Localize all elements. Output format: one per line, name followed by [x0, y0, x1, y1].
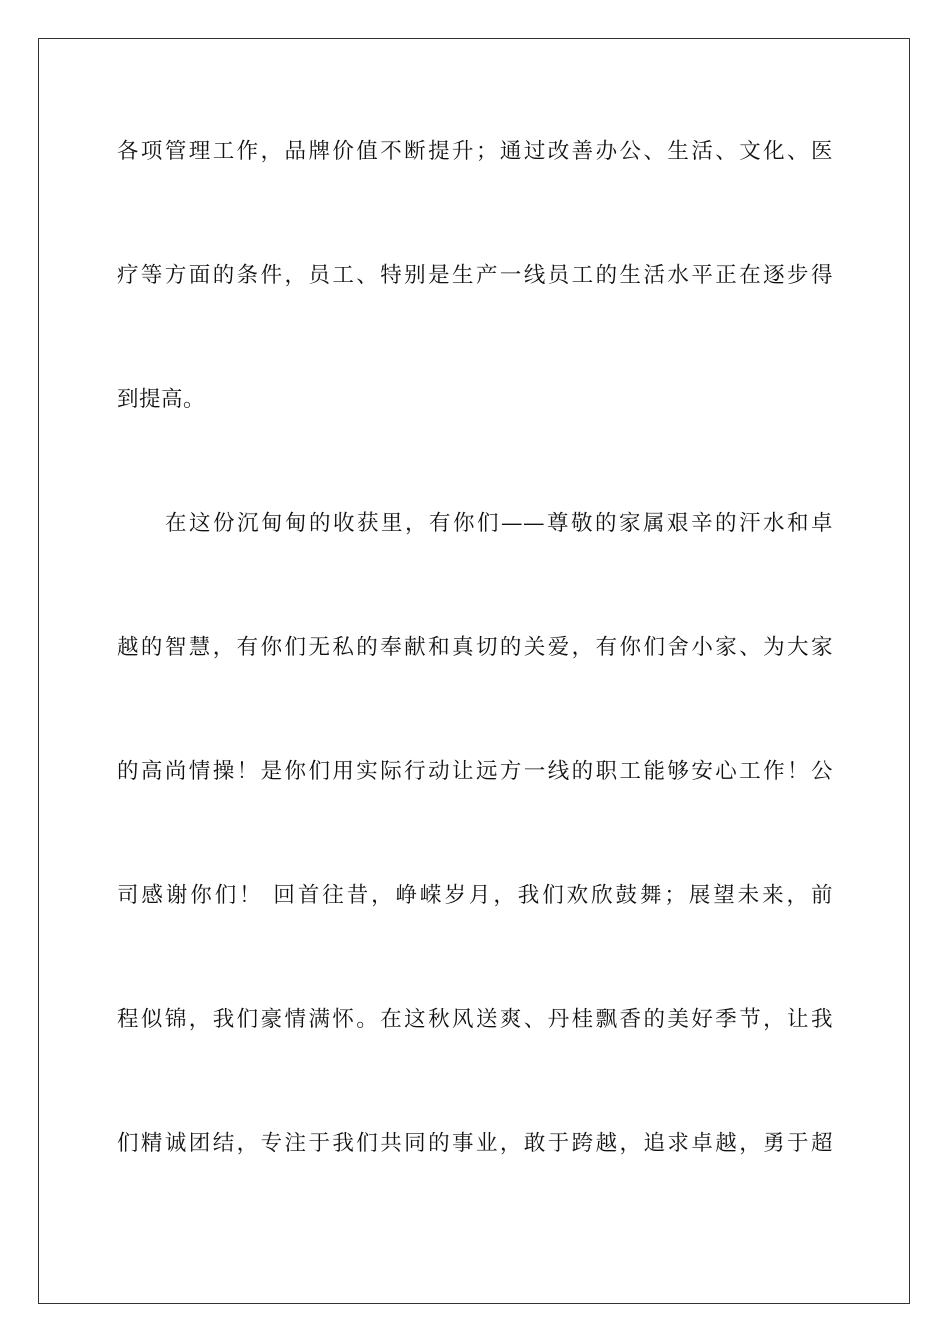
text-line: 司感谢你们！ 回首往昔，峥嵘岁月，我们欢欣鼓舞；展望未来，前: [117, 883, 833, 908]
text-line: 疗等方面的条件，员工、特别是生产一线员工的生活水平正在逐步得: [117, 263, 833, 288]
text-line: 到提高。: [117, 387, 206, 412]
text-line: 们精诚团结，专注于我们共同的事业，敢于跨越，追求卓越，勇于超: [117, 1131, 833, 1156]
text-line: 各项管理工作，品牌价值不断提升；通过改善办公、生活、文化、医: [117, 139, 833, 164]
text-line: 越的智慧，有你们无私的奉献和真切的关爱，有你们舍小家、为大家: [117, 635, 833, 660]
text-line: 程似锦，我们豪情满怀。在这秋风送爽、丹桂飘香的美好季节，让我: [117, 1007, 833, 1032]
text-line: 的高尚情操！是你们用实际行动让远方一线的职工能够安心工作！公: [117, 759, 833, 784]
page-border: [38, 38, 910, 1304]
paragraph-first-line: 在这份沉甸甸的收获里，有你们——尊敬的家属艰辛的汗水和卓: [165, 511, 833, 536]
